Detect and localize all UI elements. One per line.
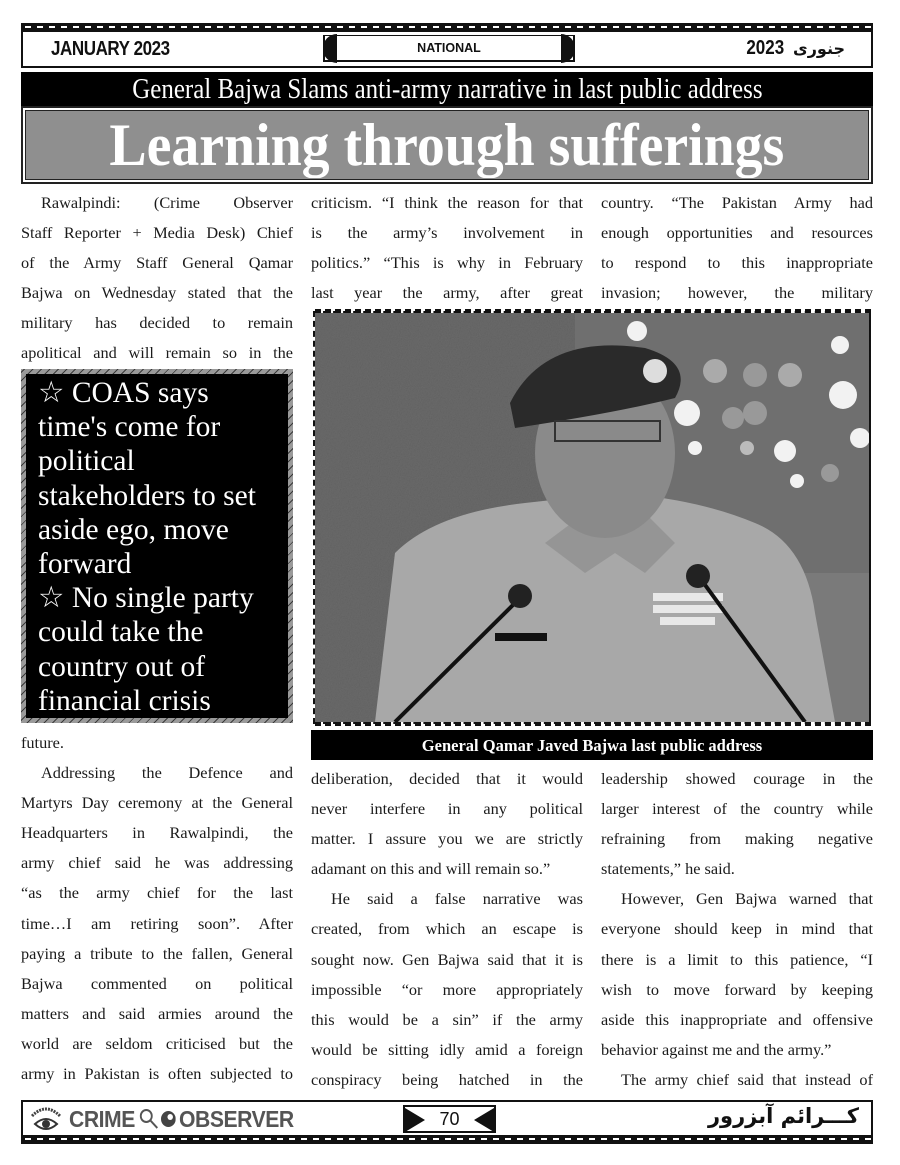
article-line: army chief said he was addressing (21, 853, 293, 873)
pill-cap-left (323, 34, 337, 63)
page-footer (21, 1100, 873, 1136)
headline-text: Learning through sufferings (109, 112, 785, 178)
magnifier-icon (139, 1108, 176, 1130)
article-line: politics.” “This is why in February (311, 253, 583, 273)
eye-emblem-icon (29, 1104, 63, 1134)
star-outline-icon: ☆ (38, 377, 65, 409)
top-dashed-rule (21, 23, 873, 32)
article-line: wish to move forward by keeping (601, 979, 873, 999)
article-line: However, Gen Bajwa warned that (621, 889, 873, 909)
headline-panel (25, 110, 869, 180)
article-line: impossible “or more appropriately (311, 979, 583, 999)
article-line: Bajwa on Wednesday stated that the (21, 283, 293, 303)
article-line: there is a limit to this patience, “I (601, 949, 873, 969)
article-line: is the army’s involvement in (311, 223, 583, 243)
star-outline-icon: ☆ (38, 582, 65, 615)
article-line: The army chief said that instead of (621, 1069, 873, 1089)
article-column-1-top (21, 188, 293, 369)
article-line: matters and said armies around the (21, 1003, 293, 1023)
article-column-1-bottom (21, 728, 293, 1089)
issue-date-english: JANUARY 2023 (51, 38, 170, 60)
arrow-right-icon (405, 1108, 425, 1132)
article-line: Martyrs Day ceremony at the General (21, 793, 293, 813)
news-photo (315, 313, 869, 722)
page-number-box (403, 1105, 496, 1133)
article-line: never interfere in any political (311, 799, 583, 819)
article-line: Bajwa commented on political (21, 973, 293, 993)
article-line: adamant on this and will remain so.” (311, 859, 551, 879)
section-label (323, 35, 575, 62)
article-line: criticism. “I think the reason for that (311, 193, 583, 212)
headline (21, 106, 873, 184)
publication-logo (29, 1104, 313, 1134)
subheadline-text: General Bajwa Slams anti-army narrative in last public address (131, 73, 763, 105)
pill-cap-right (561, 34, 575, 63)
pull-quote-content (26, 374, 288, 718)
brand-wordmark (69, 1106, 294, 1133)
article-line: behavior against me and the army.” (601, 1039, 832, 1059)
urdu-brand-name: کـــرائم آبزرور (707, 1104, 859, 1128)
article-column-2-top (311, 188, 583, 308)
article-line: enough opportunities and resources (601, 223, 873, 243)
article-line: Rawalpindi: (Crime Observer (41, 193, 293, 212)
article-line: Staff Reporter + Media Desk) Chief (21, 223, 293, 243)
article-line: refraining from making negative (601, 829, 873, 849)
page-number: 70 (439, 1108, 460, 1129)
article-line: aside this inappropriate and offensive (601, 1009, 873, 1029)
article-line: of the Army Staff General Qamar (21, 253, 293, 273)
pull-quote-text: COAS says time's come for political stakeholders to set aside ego, move forward (38, 377, 256, 581)
article-line: everyone should keep in mind that (601, 919, 873, 939)
article-line: conspiracy being hatched in the (311, 1069, 583, 1089)
photo-illustration (315, 313, 869, 722)
article-line: Addressing the Defence and (41, 763, 293, 783)
article-line: paying a tribute to the fallen, General (21, 943, 293, 963)
pull-quote-box (21, 369, 293, 723)
article-line: apolitical and will remain so in the (21, 343, 293, 363)
brand-word-crime: CRIME (69, 1105, 135, 1132)
pull-quote-text: No single party could take the country out of financial crisis (38, 582, 254, 717)
issue-date-urdu (743, 37, 845, 60)
article-line: leadership showed courage in the (601, 769, 873, 788)
article-line: deliberation, decided that it would (311, 769, 583, 788)
article-line: created, from which an escape is (311, 919, 583, 939)
subheadline (21, 72, 873, 106)
pull-quote-item (38, 376, 280, 581)
beret-badge (643, 359, 667, 383)
article-line: army in Pakistan is often subjected to (21, 1064, 293, 1084)
article-column-2-bottom (311, 764, 583, 1095)
article-line: invasion; however, the military (601, 283, 873, 303)
article-line: would be sitting idly amid a foreign (311, 1039, 583, 1059)
article-line: sought now. Gen Bajwa said that it is (311, 949, 583, 969)
article-line: last year the army, after great (311, 283, 583, 303)
photo-frame (311, 309, 873, 726)
photo-caption: General Qamar Javed Bajwa last public address (311, 730, 873, 760)
article-line: to respond to this inappropriate (601, 253, 873, 273)
article-column-3-top (601, 188, 873, 308)
brand-word-observer: OBSERVER (179, 1105, 294, 1132)
article-line: world are seldom criticised but the (21, 1033, 293, 1053)
issue-month-urdu: جنوری (793, 39, 845, 58)
article-line: matter. I assure you we are strictly (311, 829, 583, 849)
article-line: Headquarters in Rawalpindi, the (21, 823, 293, 843)
article-line: military has decided to remain (21, 313, 293, 333)
article-line: statements,” he said. (601, 859, 735, 879)
article-line: this would be a sin” if the army (311, 1009, 583, 1029)
article-column-3-bottom (601, 764, 873, 1095)
bottom-dashed-rule (21, 1135, 873, 1144)
article-line: “as the army chief for the last (21, 883, 293, 903)
issue-year: 2023 (745, 37, 784, 59)
section-name: NATIONAL (417, 41, 481, 55)
article-line: country. “The Pakistan Army had (601, 193, 873, 212)
article-line: larger interest of the country while (601, 799, 873, 819)
article-line: time…I am retiring soon”. After (21, 913, 293, 933)
pull-quote-item (38, 581, 280, 718)
article-line: He said a false narrative was (331, 889, 583, 909)
arrow-left-icon (474, 1108, 494, 1132)
name-tag (495, 633, 547, 641)
page-header (21, 32, 873, 68)
article-line: future. (21, 733, 64, 752)
